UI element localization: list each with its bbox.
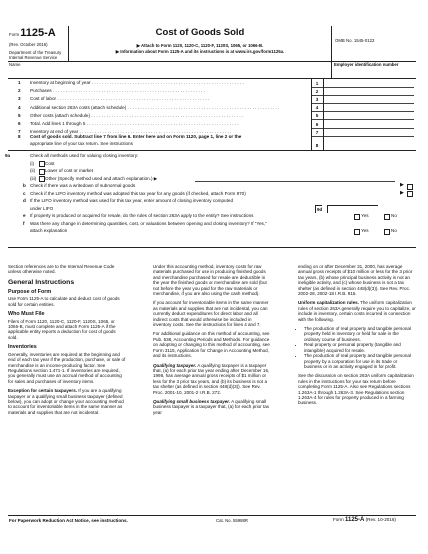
line-box-label: 4	[315, 105, 319, 111]
paperwork-notice: For Paperwork Reduction Act Notice, see instructions.	[9, 518, 128, 523]
qualifying-taxpayer-heading: Qualifying taxpayer.	[153, 362, 197, 368]
line-label: Inventory at beginning of year . . . . . . . . . . . . . . . . . . . . . . . . . . . . . . . . . . . . . . . . . . . . . . . . . . . . . . . . . . . .	[30, 80, 244, 85]
footer-form-number: 1125-A	[345, 517, 365, 523]
line-number: 4	[18, 104, 21, 110]
form-word: Form	[9, 32, 20, 37]
bullet-item: • The production of real property and tangible personal property held in inventory or held for sale in the ordinary course of business.	[304, 326, 416, 342]
row-divider	[311, 136, 414, 137]
line-9a-iii-label: Other (Specify method used and attach explanation.) ▶	[45, 175, 158, 181]
line-box-label: 5	[315, 113, 319, 119]
heading-general-instructions: General Instructions	[8, 278, 75, 286]
qualifying-taxpayer-paragraph	[153, 363, 271, 395]
line-number: 6	[18, 121, 21, 126]
who-must-file-text: Filers of Form 1120, 1120-C, 1120-F, 1120S, 1065, or 1066-B, must complete and attach Form 1125-A if the applicable entity reports a deduction for cost of goods sold.	[8, 318, 116, 340]
line-amount-field[interactable]	[324, 88, 414, 95]
uniform-cap-text: The uniform capitalization rules of section 263A generally require you to capitalize, or include in inventory, certain costs incurred in connection with the following.	[298, 300, 416, 322]
form-title: Cost of Goods Sold	[155, 27, 245, 38]
line-label: Additional section 263A costs (attach schedule) . . . . . . . . . . . . . . . . . . . . . . . . . . . . . . . . . . . . . . . . . . . . . . . . . . . . . . . . . . . .	[30, 104, 280, 110]
ein-field[interactable]	[334, 68, 414, 77]
line-box-label: 1	[315, 80, 319, 86]
line-9c-label: Check if the LIFO inventory method was adopted this tax year for any goods (if checked, attach Form 970)	[30, 190, 246, 196]
line-8-amount[interactable]	[324, 142, 414, 149]
footer-form-word: Form	[333, 517, 344, 522]
col2-paragraph-3: For additional guidance on this method of accounting, see Pub. 538, Accounting Periods and Methods. For guidance on adopting or changing to this method of accounting, see Form 3115, Application for Change in Accounting Method, and its instructions.	[153, 331, 270, 359]
line-9a-ii-label: Lower of cost or market	[45, 168, 93, 173]
info-instruction: ▶ Information about Form 1125-A and its instructions is at www.irs.gov/form1125a.	[115, 49, 285, 54]
instructions-column-2	[153, 264, 271, 419]
line-9d-label-2: under LIFO	[30, 205, 54, 211]
instructions-column-1	[8, 264, 126, 419]
heading-inventories: Inventories	[8, 344, 37, 351]
line-9a-label: Check all methods used for valuing closing inventory:	[30, 153, 139, 158]
line-number: 5	[18, 112, 21, 118]
line-box-label: 6	[315, 121, 319, 127]
line-9b-number: b	[23, 183, 26, 188]
line-9a-i-label: Cost	[45, 160, 55, 166]
line-9a-ii-num: (ii)	[30, 168, 36, 173]
line-8	[18, 134, 318, 147]
line-number: 1	[18, 80, 21, 85]
instructions-column-3	[298, 264, 416, 410]
col3-paragraph-last: See the discussion on section 263A uniform capitalization rules in the instructions for your tax return before completing Form 1125-A. Also see Regulations sections 1.263A-1 through 1.263A-3. See Regulations section 1.263A-4 for rules for property produced in a farming business.	[298, 373, 414, 406]
exception-paragraph	[8, 388, 126, 415]
arrow-icon: ▶	[400, 182, 404, 188]
line-box-label: 7	[315, 129, 319, 135]
line-9d-number: d	[23, 198, 26, 203]
line-amount-field[interactable]	[324, 121, 414, 128]
line-label: Inventory at end of year . . . . . . . . . . . . . . . . . . . . . . . . . . . . . . . . . . . . . . . . . . . . . . . . . . . . . . . . . . . .	[30, 129, 232, 135]
catalog-number: Cat. No. 55988R	[216, 518, 249, 523]
yes-label: Yes	[361, 213, 369, 218]
line-9f-label-1: Was there any change in determining quantities, cost, or valuations between opening and closing inventory? If “Yes,”	[30, 220, 267, 226]
line-9a-iii-num: (iii)	[30, 175, 37, 181]
yes-label: Yes	[361, 228, 369, 233]
col2-paragraph-1: Under this accounting method, inventory costs for raw materials purchased for use in producing finished goods and merchandise purchased for resale are deductible in the year the finished goods or merchandise are sold (but not before the year you paid for the raw materials or merchandise, if you are also using the cash method).	[153, 264, 267, 297]
dept-line-2: Internal Revenue Service	[9, 55, 58, 60]
small-business-paragraph	[153, 399, 271, 415]
arrow-icon: ▶	[400, 189, 404, 196]
revision-date: (Rev. October 2016)	[9, 42, 48, 47]
name-label: Name	[9, 62, 21, 67]
line-amount-field[interactable]	[324, 112, 414, 119]
footer-form-id	[333, 517, 396, 523]
dept-line-1: Department of the Treasury	[9, 50, 62, 55]
omb-number: OMB No. 1545-0123	[335, 38, 375, 43]
line-9	[5, 152, 415, 235]
line-8-box-label: 8	[315, 143, 319, 148]
line-9b-label: Check if there was a writedown of subnormal goods	[30, 183, 136, 188]
attach-instruction: ▶ Attach to Form 1120, 1120-C, 1120-F, 1120S, 1065, or 1066-B.	[136, 43, 264, 48]
purpose-text: Use Form 1125-A to calculate and deduct cost of goods sold for certain entities.	[8, 296, 120, 307]
name-field[interactable]	[9, 68, 327, 77]
col2-paragraph-2: If you account for inventoriable items in the same manner as materials and supplies that are not incidental, you can currently deduct expenditures for direct labor and all indirect costs that would otherwise be included in inventory costs. See the instructions for lines 4 and 7.	[153, 300, 269, 328]
line-9e-label: If property is produced or acquired for resale, do the rules of section 263A apply to the entity? See instructions	[30, 213, 254, 218]
inventories-text: Generally, inventories are required at the beginning and end of each tax year if the production, purchase, or sale of merchandise is an income-producing factor. See Regulations section 1.471-1. If inventories are required, you generally must use an accrual method of accounting for sales and purchases of inventory items.	[8, 351, 126, 384]
line-number: 7	[18, 129, 21, 135]
checkbox-change-yes[interactable]	[354, 229, 360, 235]
line-9a-i-num: (i)	[30, 160, 35, 166]
line-8-text-1: Cost of goods sold. Subtract line 7 from line 6. Enter here and on Form 1120, page 1, line 2 or the	[30, 134, 242, 139]
intro-text: Section references are to the Internal Revenue Code unless otherwise noted.	[8, 264, 115, 275]
uniform-cap-heading: Uniform capitalization rules.	[298, 300, 359, 306]
line-9f-label-2: attach explanation	[30, 228, 68, 233]
uniform-cap-paragraph	[298, 300, 416, 322]
line-number: 3	[18, 96, 21, 102]
line-8-number: 8	[18, 134, 21, 139]
no-label: No	[391, 228, 397, 233]
no-label: No	[391, 213, 397, 218]
small-business-heading: Qualifying small business taxpayer.	[153, 398, 231, 404]
heading-who-must-file: Who Must File	[8, 311, 45, 318]
line-amount-field[interactable]	[324, 96, 414, 103]
line-9c-number: c	[23, 190, 26, 196]
line-label: Total. Add lines 1 through 5 . . . . . . . . . . . . . . . . . . . . . . . . . . . . . . . . . . . . . . . . . . . . . . . . . . . . . . . . . . . .	[30, 121, 239, 126]
line-9d-box-label: 9d	[317, 206, 323, 212]
qualifying-taxpayer-text: A qualifying taxpayer is a taxpayer that, (a) for each prior tax year ending after December 16, 1998, has average annual gross receipts of $1 million or less for the 3 prior tax years, and (b) its business is not a tax shelter (as defined in section 448(d)(3)). See Rev. Proc. 2001-10, 2001-2 I.R.B. 272.	[153, 362, 270, 395]
line-9e-number: e	[23, 213, 26, 218]
line-9f-number: f	[23, 220, 25, 226]
line-box-label: 2	[315, 88, 319, 94]
line-number: 2	[18, 88, 21, 94]
bullet-item: • Real property or personal property (tangible and intangible) acquired for resale.	[304, 342, 416, 353]
checkbox-change-no[interactable]	[384, 229, 390, 235]
line-amount-field[interactable]	[324, 80, 414, 87]
small-business-text: A qualifying small business taxpayer is a taxpayer that, (a) for each prior tax year	[153, 398, 270, 415]
line-box-label: 3	[315, 96, 319, 102]
form-number: 1125-A	[20, 27, 56, 39]
bullet-item: • The production of real property and tangible personal property by a corporation for use in its trade or business or in an activity engaged in for profit.	[304, 353, 416, 369]
form-label	[9, 27, 56, 39]
line-amount-field[interactable]	[324, 129, 414, 136]
line-label: Cost of labor . . . . . . . . . . . . . . . . . . . . . . . . . . . . . . . . . . . . . . . . . . . . . . . . . . . . . . . . . . . .	[30, 96, 210, 102]
footer-revision: (Rev. 10-2016)	[365, 517, 396, 522]
heading-purpose: Purpose of Form	[8, 288, 52, 295]
line-8-text-2: appropriate line of your tax return. See instructions	[30, 140, 133, 146]
exception-text: If you are a qualifying taxpayer or a qualifying small business taxpayer (defined below), you can adopt or change your accounting method to account for inventoriable items in the same manner as materials and supplies that are not incidental.	[8, 388, 124, 415]
line-label: Purchases . . . . . . . . . . . . . . . . . . . . . . . . . . . . . . . . . . . . . . . . . . . . . . . . . . . . . . . . . . . .	[30, 88, 205, 94]
department	[9, 50, 67, 60]
line-9a-number: 9a	[5, 153, 11, 158]
line-label: Other costs (attach schedule) . . . . . . . . . . . . . . . . . . . . . . . . . . . . . . . . . . . . . . . . . . . . . . . . . . . . . . . . . . . .	[30, 112, 244, 118]
col3-paragraph-1: ending on or after December 31, 2000, has average annual gross receipts of $10 million or less for the 3 prior tax years, (b) whose principal business activity is not an ineligible activity, and (c) whose business is not a tax shelter (as defined in section 448(d)(3)). See Rev. Proc. 2002-28, 2002-18 I.R.B. 815.	[298, 264, 413, 297]
line-amount-field[interactable]	[324, 104, 414, 111]
uniform-cap-bullets	[298, 326, 416, 369]
exception-heading: Exception for certain taxpayers.	[8, 388, 77, 394]
ein-label: Employer identification number	[334, 62, 399, 67]
line-9d-label-1: If the LIFO inventory method was used for this tax year, enter amount of closing inventory computed	[30, 198, 233, 203]
